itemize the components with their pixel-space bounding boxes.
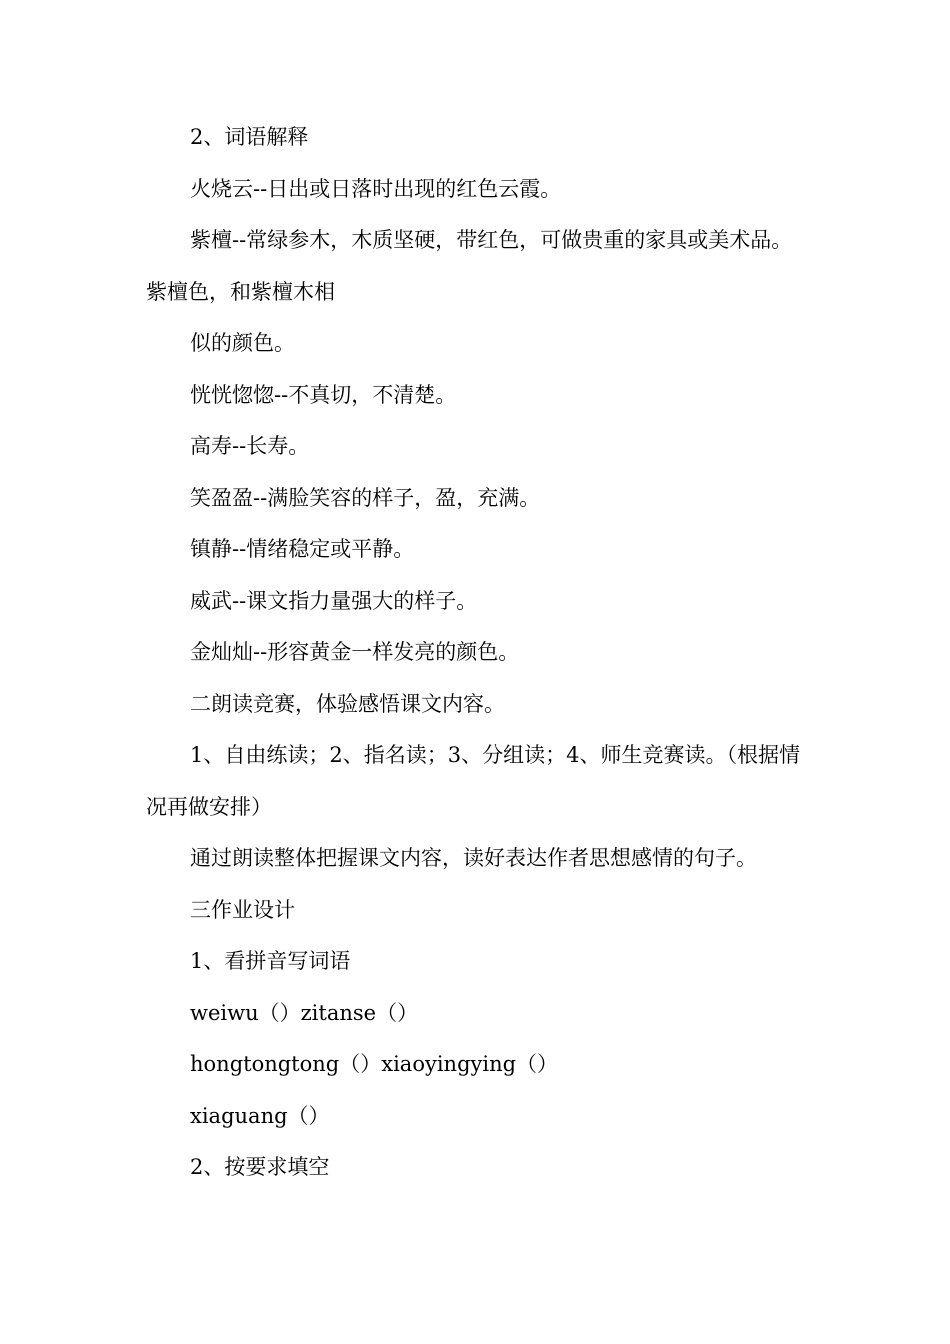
definition-zitan-continued: 似的颜色。 bbox=[190, 331, 295, 355]
definition-gaoshou: 高寿--长寿。 bbox=[190, 434, 310, 458]
reading-steps: 1、自由练读；2、指名读；3、分组读；4、师生竞赛读。（根据情况再做安排） bbox=[146, 743, 800, 819]
pinyin-line-1: weiwu（）zitanse（） bbox=[190, 1000, 419, 1025]
definition-weiwu: 威武--课文指力量强大的样子。 bbox=[190, 588, 478, 613]
section-heading-homework: 三作业设计 bbox=[190, 897, 295, 922]
pinyin-line-2: hongtongtong（）xiaoyingying（） bbox=[190, 1052, 559, 1076]
definition-jincancan: 金灿灿--形容黄金一样发亮的颜色。 bbox=[190, 640, 520, 664]
section-heading-word-explanation: 2、词语解释 bbox=[190, 125, 309, 149]
definition-zitan: 紫檀--常绿参木，木质坚硬，带红色，可做贵重的家具或美术品。紫檀色，和紫檀木相 bbox=[146, 228, 793, 304]
document-body bbox=[146, 112, 806, 1194]
reading-goal: 通过朗读整体把握课文内容，读好表达作者思想感情的句子。 bbox=[190, 846, 757, 870]
definition-huoshaoyun: 火烧云--日出或日落时出现的红色云霞。 bbox=[190, 176, 562, 201]
pinyin-line-3: xiaguang（） bbox=[190, 1103, 330, 1128]
homework-item-pinyin: 1、看拼音写词语 bbox=[190, 949, 351, 973]
definition-huanghuanghuhu: 恍恍惚惚--不真切，不清楚。 bbox=[190, 382, 457, 407]
definition-xiaoyingying: 笑盈盈--满脸笑容的样子，盈，充满。 bbox=[190, 485, 541, 510]
section-heading-reading-contest: 二朗读竞赛，体验感悟课文内容。 bbox=[190, 691, 505, 716]
homework-item-fill-blank: 2、按要求填空 bbox=[190, 1155, 330, 1179]
definition-zhenjing: 镇静--情绪稳定或平静。 bbox=[190, 537, 415, 561]
